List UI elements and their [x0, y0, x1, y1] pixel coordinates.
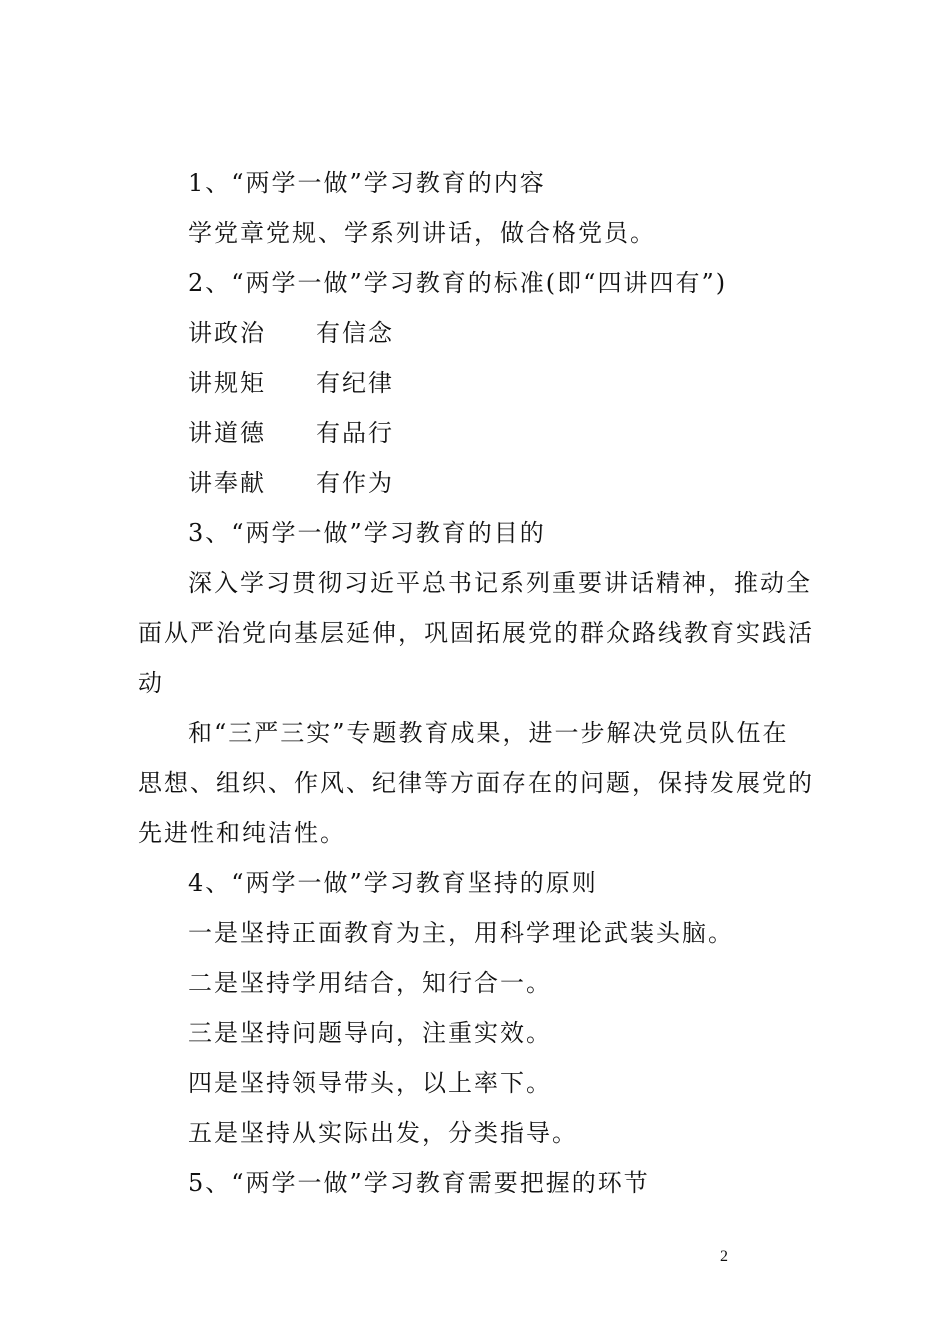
section-heading-5: 5、“两学一做”学习教育需要把握的环节 [188, 1169, 650, 1197]
standard-left: 讲道德 [188, 419, 266, 447]
standard-left: 讲政治 [188, 319, 266, 347]
principle-item: 四是坚持领导带头，以上率下。 [188, 1069, 552, 1097]
paragraph-line: 面从严治党向基层延伸，巩固拓展党的群众路线教育实践活 [138, 619, 814, 647]
paragraph-line: 动 [138, 669, 164, 697]
standard-pair [188, 318, 394, 348]
section-heading-1: 1、“两学一做”学习教育的内容 [188, 169, 546, 197]
principle-item: 五是坚持从实际出发，分类指导。 [188, 1119, 578, 1147]
page-number: 2 [720, 1248, 728, 1265]
section-heading-4: 4、“两学一做”学习教育坚持的原则 [188, 869, 598, 897]
paragraph-line: 思想、组织、作风、纪律等方面存在的问题，保持发展党的 [138, 769, 814, 797]
section-heading-2: 2、“两学一做”学习教育的标准(即“四讲四有”) [188, 269, 728, 297]
standard-right: 有品行 [316, 419, 394, 447]
principle-item: 一是坚持正面教育为主，用科学理论武装头脑。 [188, 919, 734, 947]
standard-pair [188, 468, 394, 498]
standard-pair [188, 418, 394, 448]
section-heading-3: 3、“两学一做”学习教育的目的 [188, 519, 546, 547]
standard-pair [188, 368, 394, 398]
standard-left: 讲奉献 [188, 469, 266, 497]
standard-right: 有作为 [316, 469, 394, 497]
paragraph-line: 先进性和纯洁性。 [138, 819, 346, 847]
principle-item: 三是坚持问题导向，注重实效。 [188, 1019, 552, 1047]
standard-right: 有信念 [316, 319, 394, 347]
standard-right: 有纪律 [316, 369, 394, 397]
paragraph-line: 深入学习贯彻习近平总书记系列重要讲话精神，推动全 [188, 569, 812, 597]
principle-item: 二是坚持学用结合，知行合一。 [188, 969, 552, 997]
standard-left: 讲规矩 [188, 369, 266, 397]
paragraph-line: 和“三严三实”专题教育成果，进一步解决党员队伍在 [188, 719, 789, 747]
content-line: 学党章党规、学系列讲话，做合格党员。 [188, 219, 656, 247]
